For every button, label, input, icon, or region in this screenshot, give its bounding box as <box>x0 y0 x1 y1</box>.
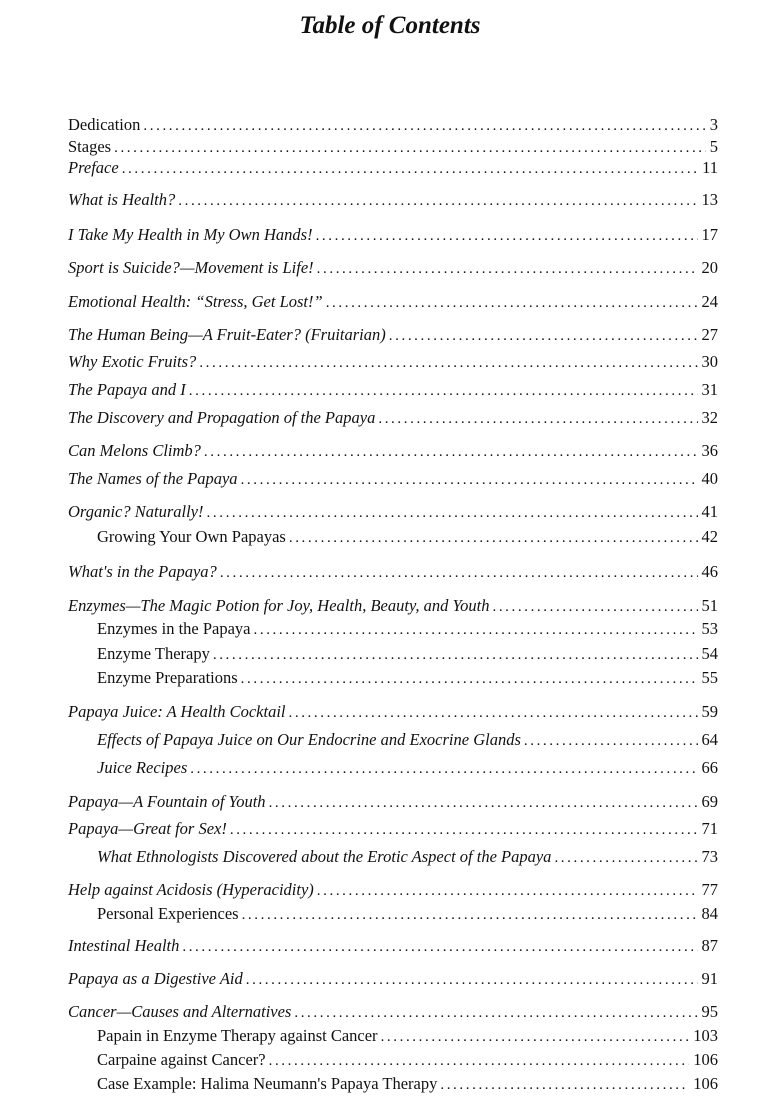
toc-entry-title: Papaya as a Digestive Aid <box>68 969 243 988</box>
toc-entry-title: Papain in Enzyme Therapy against Cancer <box>97 1026 378 1045</box>
toc-entry-title: Dedication <box>68 115 141 134</box>
toc-entry-dedication <box>68 113 718 137</box>
toc-entry-title: Case Example: Halima Neumann's Papaya Therapy <box>97 1074 438 1093</box>
toc-leader-dots <box>213 643 698 667</box>
toc-page-number: 106 <box>693 1074 718 1093</box>
toc-entry-title: Papaya—A Fountain of Youth <box>68 792 266 811</box>
toc-leader-dots <box>269 1049 690 1073</box>
toc-page-number: 36 <box>701 441 718 460</box>
toc-entry-intestinal <box>68 934 718 958</box>
toc-page-number: 46 <box>701 562 718 581</box>
toc-leader-dots <box>254 618 698 642</box>
toc-entry-title: Help against Acidosis (Hyperacidity) <box>68 880 314 899</box>
toc-entry-what-is-health <box>68 188 718 212</box>
toc-entry-title: Emotional Health: “Stress, Get Lost!” <box>68 292 323 311</box>
toc-page-number: 51 <box>701 596 718 615</box>
toc-page-number: 84 <box>701 904 718 923</box>
toc-leader-dots <box>326 291 698 315</box>
toc-entry-title: The Papaya and I <box>68 380 186 399</box>
toc-entry-acidosis <box>68 878 718 902</box>
toc-leader-dots <box>242 903 698 927</box>
toc-entry-enzyme-preparations <box>97 666 718 690</box>
toc-leader-dots <box>189 379 698 403</box>
toc-entry-title: Preface <box>68 158 119 177</box>
toc-entry-digestive <box>68 967 718 991</box>
toc-entry-carpaine <box>97 1048 718 1072</box>
toc-entry-organic <box>68 500 718 524</box>
toc-leader-dots <box>440 1073 689 1097</box>
toc-entry-emotional-health <box>68 290 718 314</box>
toc-entry-case-example <box>97 1072 718 1096</box>
toc-entry-cancer <box>68 1000 718 1024</box>
toc-page-number: 3 <box>709 115 718 134</box>
toc-leader-dots <box>492 595 697 619</box>
toc-entry-title: Organic? Naturally! <box>68 502 204 521</box>
toc-leader-dots <box>241 468 698 492</box>
toc-entry-title: The Discovery and Propagation of the Papaya <box>68 408 376 427</box>
toc-page-number: 41 <box>701 502 718 521</box>
toc-entry-title: Carpaine against Cancer? <box>97 1050 266 1069</box>
toc-entry-juice-recipes <box>97 756 718 780</box>
toc-leader-dots <box>389 324 698 348</box>
toc-entry-melons-climb <box>68 439 718 463</box>
toc-page-number: 103 <box>693 1026 718 1045</box>
toc-page-number: 64 <box>701 730 718 749</box>
toc-entry-title: Enzymes—The Magic Potion for Joy, Health, Beauty, and Youth <box>68 596 490 615</box>
toc-leader-dots <box>204 440 698 464</box>
page-title: Table of Contents <box>299 12 481 39</box>
toc-entry-title: Enzymes in the Papaya <box>97 619 251 638</box>
toc-leader-dots <box>246 968 698 992</box>
toc-entry-enzyme-therapy <box>97 642 718 666</box>
toc-page-number: 13 <box>701 190 718 209</box>
toc-page-number: 95 <box>701 1002 718 1021</box>
toc-entry-title: Enzyme Preparations <box>97 668 238 687</box>
toc-page-number: 17 <box>701 225 718 244</box>
toc-leader-dots <box>190 757 697 781</box>
toc-page-number: 42 <box>701 527 718 546</box>
toc-entry-title: Growing Your Own Papayas <box>97 527 286 546</box>
toc-entry-title: Why Exotic Fruits? <box>68 352 197 371</box>
toc-page-number: 54 <box>701 644 718 663</box>
toc-entry-fruit-eater <box>68 323 718 347</box>
toc-leader-dots <box>317 257 698 281</box>
toc-page-number: 87 <box>701 936 718 955</box>
toc-page-number: 5 <box>709 137 718 156</box>
toc-entry-fountain-youth <box>68 790 718 814</box>
toc-page-number: 69 <box>701 792 718 811</box>
toc-entry-sport-suicide <box>68 256 718 280</box>
toc-leader-dots <box>122 157 698 181</box>
toc-entry-title: Enzyme Therapy <box>97 644 210 663</box>
toc-entry-title: Juice Recipes <box>97 758 188 777</box>
toc-page-number: 11 <box>702 158 718 177</box>
toc-page-number: 20 <box>701 258 718 277</box>
toc-leader-dots <box>230 818 698 842</box>
toc-entry-enzymes-in-papaya <box>97 617 718 641</box>
toc-leader-dots <box>316 224 698 248</box>
toc-entry-discovery <box>68 406 718 430</box>
toc-page-number: 59 <box>701 702 718 721</box>
toc-entry-enzymes <box>68 594 718 618</box>
toc-entry-names <box>68 467 718 491</box>
toc-leader-dots <box>269 791 698 815</box>
toc-entry-preface <box>68 156 718 180</box>
toc-page-number: 66 <box>701 758 718 777</box>
toc-page-number: 106 <box>693 1050 718 1069</box>
toc-entry-ethnologists <box>97 845 718 869</box>
toc-entry-papaya-and-i <box>68 378 718 402</box>
toc-leader-dots <box>554 846 697 870</box>
toc-page-number: 55 <box>701 668 718 687</box>
toc-entry-title: Stages <box>68 137 112 156</box>
toc-entry-whats-in <box>68 560 718 584</box>
toc-entry-title: Sport is Suicide?—Movement is Life! <box>68 258 314 277</box>
toc-leader-dots <box>207 501 698 525</box>
toc-page-number: 73 <box>701 847 718 866</box>
toc-entry-title: Cancer—Causes and Alternatives <box>68 1002 292 1021</box>
toc-page-number: 24 <box>701 292 718 311</box>
toc-leader-dots <box>220 561 698 585</box>
toc-page-number: 32 <box>701 408 718 427</box>
toc-entry-title: The Names of the Papaya <box>68 469 238 488</box>
toc-page-number: 77 <box>701 880 718 899</box>
toc-entry-title: I Take My Health in My Own Hands! <box>68 225 313 244</box>
toc-entry-title: Can Melons Climb? <box>68 441 201 460</box>
toc-entry-title: Papaya—Great for Sex! <box>68 819 227 838</box>
toc-page-number: 53 <box>701 619 718 638</box>
toc-entry-exotic-fruits <box>68 350 718 374</box>
toc-leader-dots <box>378 407 697 431</box>
toc-entry-juice-effects <box>97 728 718 752</box>
toc-entry-own-hands <box>68 223 718 247</box>
toc-entry-personal-experiences <box>97 902 718 926</box>
toc-leader-dots <box>178 189 697 213</box>
toc-entry-title: What Ethnologists Discovered about the Erotic Aspect of the Papaya <box>97 847 552 866</box>
toc-entry-title: What's in the Papaya? <box>68 562 217 581</box>
toc-leader-dots <box>317 879 698 903</box>
toc-leader-dots <box>199 351 697 375</box>
toc-entry-growing <box>97 525 718 549</box>
toc-leader-dots <box>289 701 698 725</box>
toc-leader-dots <box>294 1001 697 1025</box>
toc-entry-papaya-juice <box>68 700 718 724</box>
toc-page-number: 31 <box>701 380 718 399</box>
toc-entry-title: Papaya Juice: A Health Cocktail <box>68 702 286 721</box>
toc-entry-title: Personal Experiences <box>97 904 239 923</box>
toc-page-number: 27 <box>701 325 718 344</box>
toc-leader-dots <box>182 935 697 959</box>
toc-entry-title: Effects of Papaya Juice on Our Endocrine and Exocrine Glands <box>97 730 521 749</box>
toc-entry-title: What is Health? <box>68 190 176 209</box>
toc-page-number: 71 <box>701 819 718 838</box>
toc-entry-papain <box>97 1024 718 1048</box>
toc-page-number: 91 <box>701 969 718 988</box>
toc-page-number: 30 <box>701 352 718 371</box>
toc-entry-title: Intestinal Health <box>68 936 180 955</box>
toc-leader-dots <box>241 667 698 691</box>
toc-leader-dots <box>381 1025 690 1049</box>
toc-entry-great-for-sex <box>68 817 718 841</box>
toc-leader-dots <box>524 729 698 753</box>
toc-entry-title: The Human Being—A Fruit-Eater? (Fruitarian) <box>68 325 386 344</box>
toc-page-number: 40 <box>701 469 718 488</box>
toc-leader-dots <box>289 526 698 550</box>
